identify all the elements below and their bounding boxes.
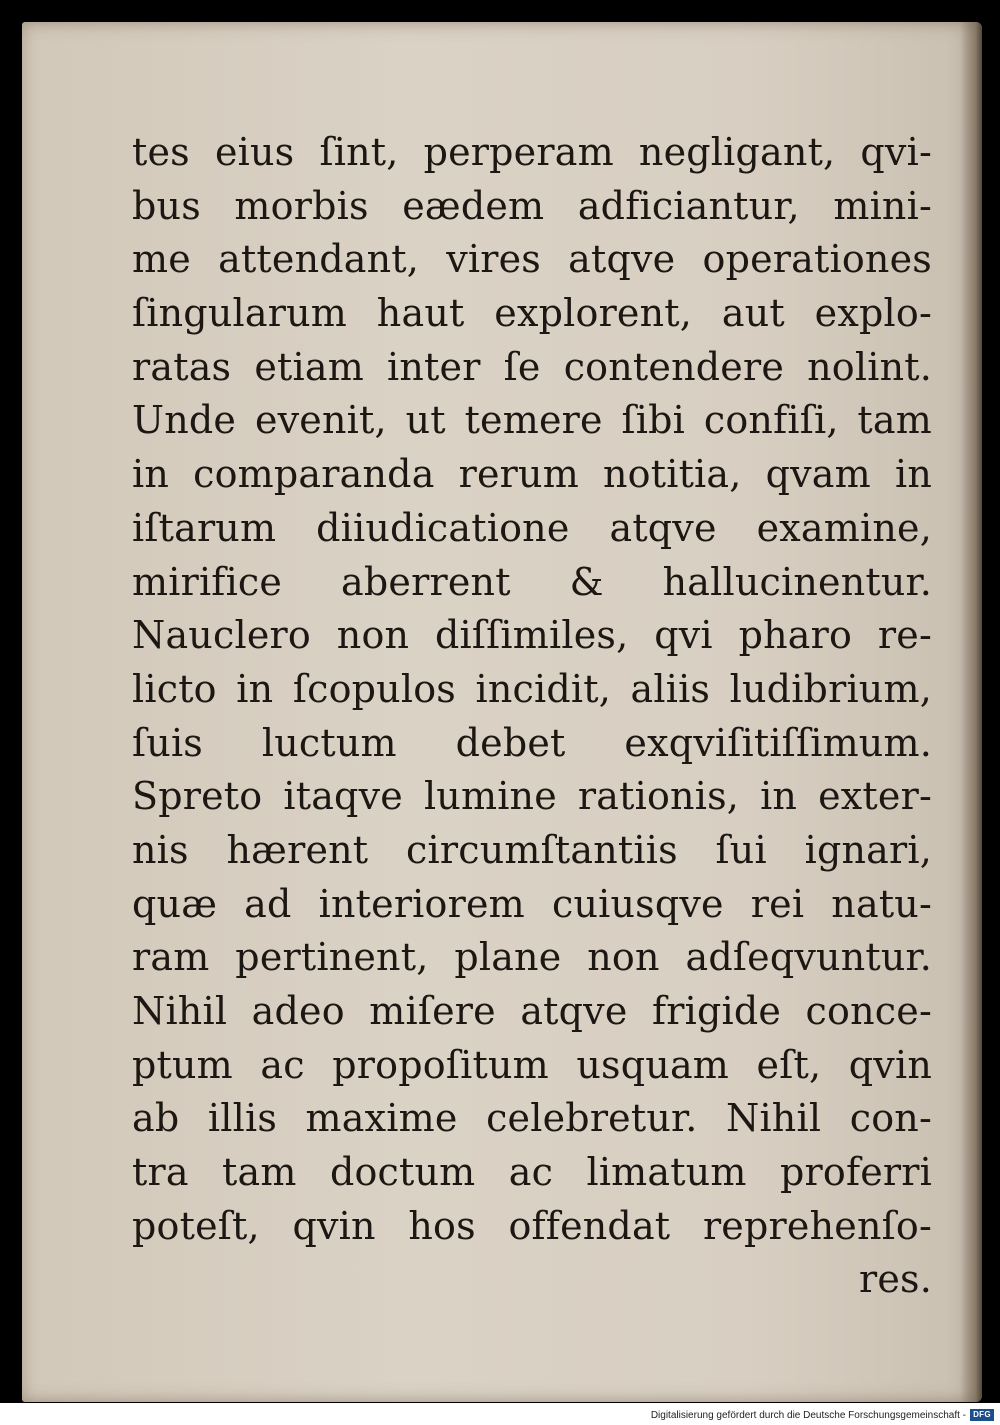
text-line: ſingularum haut explorent, aut explo- <box>132 291 932 336</box>
text-line: ab illis maxime celebretur. Nihil con- <box>132 1096 932 1141</box>
text-line: ptum ac propoſitum usquam eſt, qvin <box>132 1042 932 1087</box>
text-line: ram pertinent, plane non adſeqvuntur. <box>132 935 932 980</box>
page-edge-shadow <box>960 22 982 1402</box>
text-line: quæ ad interiorem cuiusqve rei natu- <box>132 881 932 926</box>
text-line: mirifice aberrent & hallucinentur. <box>132 559 932 604</box>
digitization-credit: Digitalisierung gefördert durch die Deutsche Forschungsgemeinschaft - <box>650 1410 966 1421</box>
text-line: tes eius ſint, perperam negligant, qvi- <box>132 130 932 174</box>
dfg-logo[interactable]: DFG <box>970 1409 994 1421</box>
text-line: licto in ſcopulos incidit, aliis ludibrium, <box>132 666 932 711</box>
body-text <box>132 126 932 1307</box>
text-line: iſtarum diiudicatione atqve examine, <box>132 505 932 550</box>
text-line: Unde evenit, ut temere ſibi confiſi, tam <box>132 398 932 443</box>
text-line: me attendant, vires atqve operationes <box>132 237 932 282</box>
text-line: Nihil adeo miſere atqve frigide conce- <box>132 989 932 1033</box>
book-page <box>22 22 982 1402</box>
text-line: Nauclero non diſſimiles, qvi pharo re- <box>132 613 932 658</box>
footer-bar <box>0 1403 1000 1425</box>
text-line: bus morbis eædem adficiantur, mini- <box>132 183 932 228</box>
text-line-last: res. <box>858 1257 932 1302</box>
text-line: poteſt, qvin hos offendat reprehenſo- <box>132 1203 932 1248</box>
text-line: ſuis luctum debet exqviſitiſſimum. <box>132 720 932 765</box>
text-line: in comparanda rerum notitia, qvam in <box>132 452 932 497</box>
text-line: Spreto itaqve lumine rationis, in exter- <box>132 774 932 819</box>
text-line: nis hærent circumſtantiis ſui ignari, <box>132 827 932 872</box>
text-line: ratas etiam inter ſe contendere nolint. <box>132 344 932 389</box>
text-line: tra tam doctum ac limatum proferri <box>132 1150 932 1195</box>
